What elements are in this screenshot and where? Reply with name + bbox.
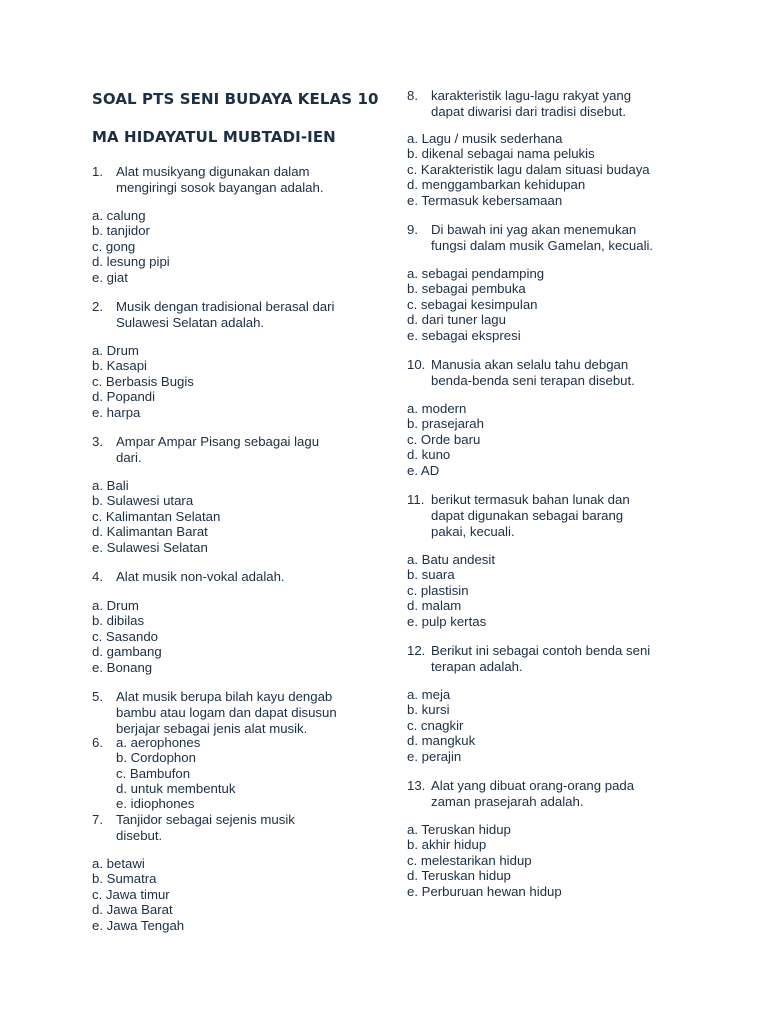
options-10 — [407, 401, 484, 478]
question-number: 6. — [92, 735, 103, 750]
page-title: SOAL PTS SENI BUDAYA KELAS 10 — [92, 90, 379, 108]
question-text: Di bawah ini yag akan menemukan fungsi dalam musik Gamelan, kecuali. — [431, 222, 654, 253]
option-b[interactable]: b. tanjidor — [92, 223, 150, 239]
option-d[interactable]: d. menggambarkan kehidupan — [407, 177, 586, 193]
question-number: 3. — [92, 434, 103, 449]
option-e[interactable]: e. Jawa Tengah — [92, 917, 185, 933]
option-e[interactable]: e. pulp kertas — [407, 613, 487, 629]
options-13 — [407, 822, 562, 899]
option-c[interactable]: c. cnagkir — [407, 717, 464, 733]
option-e[interactable]: e. Sulawesi Selatan — [92, 539, 208, 555]
question-text: Alat yang dibuat orang-orang pada zaman prasejarah adalah. — [431, 778, 635, 809]
options-3 — [92, 478, 220, 555]
option-c[interactable]: c. sebagai kesimpulan — [407, 296, 538, 312]
school-name: MA HIDAYATUL MUBTADI-IEN — [92, 128, 336, 146]
option-a[interactable]: a. meja — [407, 687, 451, 702]
option-d[interactable]: d. dari tuner lagu — [407, 312, 506, 328]
option-c[interactable]: c. melestarikan hidup — [407, 852, 532, 868]
question-number: 13. — [407, 778, 426, 793]
option-a[interactable]: a. Bali — [92, 478, 129, 493]
option-a[interactable]: a. Drum — [92, 343, 139, 358]
option-b[interactable]: b. suara — [407, 567, 455, 583]
option-a[interactable]: a. sebagai pendamping — [407, 266, 545, 281]
option-b[interactable]: b. Kasapi — [92, 358, 147, 374]
option-e[interactable]: e. sebagai ekspresi — [407, 327, 521, 343]
question-number: 10. — [407, 357, 426, 372]
option-d[interactable]: d. malam — [407, 598, 462, 614]
option-e[interactable]: e. Termasuk kebersamaan — [407, 192, 563, 208]
option-e[interactable]: e. perajin — [407, 748, 462, 764]
question-number: 7. — [92, 812, 103, 827]
option-d[interactable]: d. mangkuk — [407, 733, 476, 749]
question-number: 8. — [407, 88, 418, 103]
option-b[interactable]: b. Sumatra — [92, 871, 157, 887]
option-a[interactable]: a. Lagu / musik sederhana — [407, 131, 563, 146]
option-c[interactable]: c. gong — [92, 238, 136, 254]
option-c[interactable]: c. Karakteristik lagu dalam situasi budaya — [407, 161, 650, 177]
option-e[interactable]: e. giat — [92, 269, 128, 285]
option-d[interactable]: d. Teruskan hidup — [407, 868, 511, 884]
question-number: 11. — [407, 492, 425, 507]
question-number: 1. — [92, 164, 103, 179]
options-8 — [407, 131, 650, 208]
option-d[interactable]: d. lesung pipi — [92, 254, 170, 270]
question-options-inline: a. aerophones b. Cordophon c. Bambufon d. untuk membentuk e. idiophones — [116, 735, 236, 812]
question-text: Alat musik berupa bilah kayu dengab bambu atau logam dan dapat disusun berjajar sebagai jenis alat musik. — [116, 689, 337, 736]
option-a[interactable]: a. calung — [92, 208, 146, 223]
option-e[interactable]: e. Perburuan hewan hidup — [407, 883, 562, 899]
options-1 — [92, 208, 170, 285]
option-c[interactable]: c. Sasando — [92, 628, 158, 644]
option-b[interactable]: b. sebagai pembuka — [407, 281, 526, 297]
option-a[interactable]: a. Drum — [92, 598, 139, 613]
question-number: 5. — [92, 689, 103, 704]
option-c[interactable]: c. plastisin — [407, 582, 469, 598]
option-c[interactable]: c. Jawa timur — [92, 886, 170, 902]
question-number: 2. — [92, 299, 103, 314]
question-text: Tanjidor sebagai sejenis musik disebut. — [116, 812, 295, 843]
question-text: Ampar Ampar Pisang sebagai lagu dari. — [116, 434, 320, 465]
option-b[interactable]: b. dikenal sebagai nama pelukis — [407, 146, 595, 162]
option-e[interactable]: e. harpa — [92, 404, 141, 420]
option-d[interactable]: d. Kalimantan Barat — [92, 524, 208, 540]
option-a[interactable]: a. modern — [407, 401, 467, 416]
question-number: 12. — [407, 643, 426, 658]
option-e[interactable]: e. Bonang — [92, 659, 153, 675]
option-b[interactable]: b. Sulawesi utara — [92, 493, 194, 509]
option-b[interactable]: b. kursi — [407, 702, 450, 718]
question-text: Manusia akan selalu tahu debgan benda-benda seni terapan disebut. — [431, 357, 635, 388]
option-c[interactable]: c. Orde baru — [407, 431, 481, 447]
options-12 — [407, 687, 475, 764]
options-7 — [92, 856, 184, 933]
option-c[interactable]: c. Kalimantan Selatan — [92, 508, 221, 524]
question-text: Musik dengan tradisional berasal dari Sulawesi Selatan adalah. — [116, 299, 335, 330]
question-text: Alat musik non-vokal adalah. — [116, 569, 285, 584]
option-a[interactable]: a. Teruskan hidup — [407, 822, 511, 837]
option-d[interactable]: d. kuno — [407, 447, 451, 463]
question-number: 4. — [92, 569, 103, 584]
option-b[interactable]: b. akhir hidup — [407, 837, 487, 853]
option-d[interactable]: d. Jawa Barat — [92, 902, 173, 918]
question-text: Alat musikyang digunakan dalam mengiringi sosok bayangan adalah. — [116, 164, 324, 195]
options-11 — [407, 552, 495, 629]
option-b[interactable]: b. dibilas — [92, 613, 145, 629]
option-b[interactable]: b. prasejarah — [407, 416, 484, 432]
option-a[interactable]: a. Batu andesit — [407, 552, 495, 567]
options-2 — [92, 343, 194, 420]
options-9 — [407, 266, 544, 343]
option-d[interactable]: d. gambang — [92, 644, 162, 660]
question-number: 9. — [407, 222, 418, 237]
option-a[interactable]: a. betawi — [92, 856, 145, 871]
option-c[interactable]: c. Berbasis Bugis — [92, 373, 194, 389]
question-text: berikut termasuk bahan lunak dan dapat digunakan sebagai barang pakai, kecuali. — [431, 492, 630, 539]
question-text: karakteristik lagu-lagu rakyat yang dapat diwarisi dari tradisi disebut. — [431, 88, 632, 119]
options-4 — [92, 598, 162, 675]
option-e[interactable]: e. AD — [407, 462, 440, 478]
question-text: Berikut ini sebagai contoh benda seni terapan adalah. — [431, 643, 651, 674]
option-d[interactable]: d. Popandi — [92, 389, 156, 405]
